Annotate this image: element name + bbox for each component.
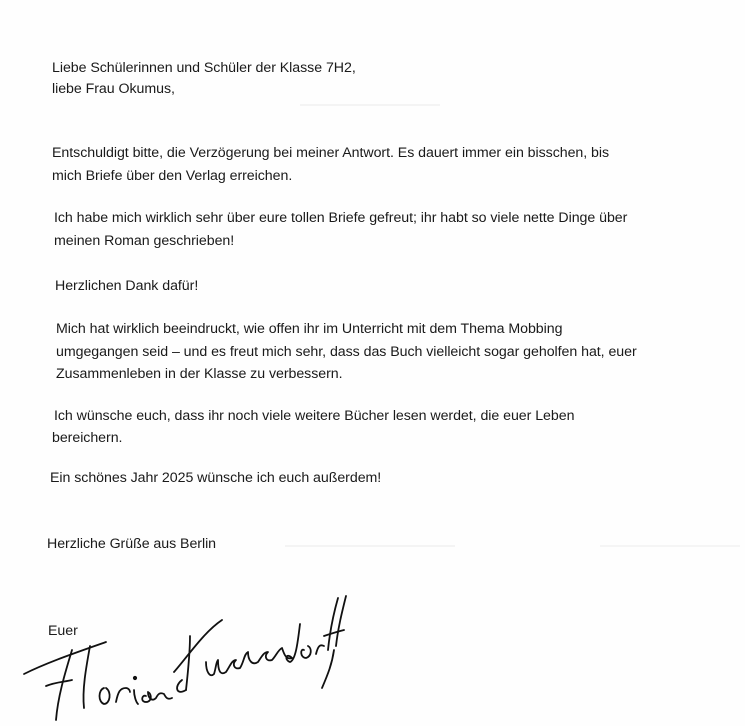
handwritten-signature-icon bbox=[18, 590, 348, 726]
closing-line: Herzliche Grüße aus Berlin bbox=[47, 536, 217, 552]
paragraph-5-line-1: Ich wünsche euch, dass ihr noch viele weitere Bücher lesen werdet, die euer Leben bbox=[54, 408, 575, 424]
paragraph-4-line-1: Mich hat wirklich beeindruckt, wie offen ihr im Unterricht mit dem Thema Mobbing bbox=[56, 321, 563, 337]
scan-artifact bbox=[600, 545, 740, 547]
paragraph-4-line-3: Zusammenleben in der Klasse zu verbessern. bbox=[56, 366, 343, 382]
paragraph-4-line-2: umgegangen seid – und es freut mich sehr, dass das Buch vielleicht sogar geholfen hat, euer bbox=[56, 344, 637, 360]
salutation-line-1: Liebe Schülerinnen und Schüler der Klasse 7H2, bbox=[52, 60, 356, 76]
paragraph-1-line-1: Entschuldigt bitte, die Verzögerung bei meiner Antwort. Es dauert immer ein bisschen, bis bbox=[52, 145, 610, 161]
paragraph-2-line-2: meinen Roman geschrieben! bbox=[54, 233, 235, 249]
paragraph-3-line-1: Herzlichen Dank dafür! bbox=[55, 278, 199, 294]
scan-artifact bbox=[300, 104, 440, 106]
paragraph-1-line-2: mich Briefe über den Verlag erreichen. bbox=[52, 168, 293, 184]
paragraph-5-line-2: bereichern. bbox=[52, 430, 123, 446]
paragraph-2-line-1: Ich habe mich wirklich sehr über eure tollen Briefe gefreut; ihr habt so viele nette Dinge über bbox=[54, 210, 628, 226]
paragraph-6-line-1: Ein schönes Jahr 2025 wünsche ich euch außerdem! bbox=[50, 470, 382, 486]
salutation-line-2: liebe Frau Okumus, bbox=[52, 81, 175, 97]
sign-off: Euer bbox=[48, 623, 78, 639]
scan-artifact bbox=[285, 545, 455, 547]
